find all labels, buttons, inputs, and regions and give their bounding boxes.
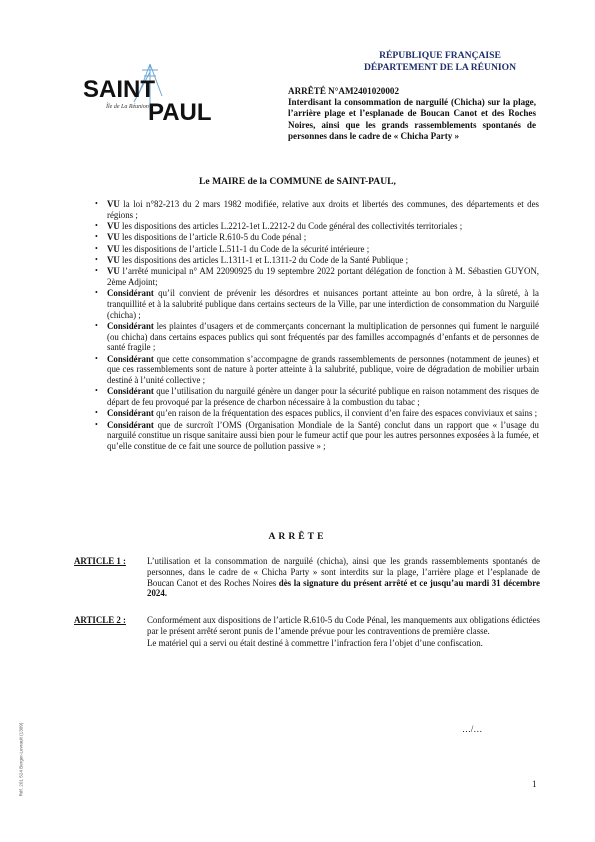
consideration-text: que cette consommation s’accompagne de grands rassemblements de personnes (notamment de jeunes) et que ces rassemblements sont de nature à porter atteinte à la salubrité, publique, voire de dégradation de mobilier urbain destiné à l’unité collective ; xyxy=(107,353,539,385)
saint-paul-logo xyxy=(82,62,237,132)
consideration-text: les dispositions des articles L.2212-1et L.2212-2 du Code général des collectivités territoriales ; xyxy=(119,221,463,231)
republic-header xyxy=(345,50,535,74)
logo-word-2: PAUL xyxy=(148,99,212,126)
consideration-lead: Considérant xyxy=(107,408,154,419)
arrete-number: ARRÊTÉ N°AM2401020002 xyxy=(288,86,399,96)
consideration-item xyxy=(95,386,539,407)
consideration-item xyxy=(95,408,539,419)
consideration-text: qu’il convient de prévenir les désordres et nuisances portant atteinte au bon ordre, à la sûreté, à la tranquillité et à la salubrité publique dans certains secteurs de la Ville, par une interdiction de consommation du Narguilé (chicha) ; xyxy=(107,288,539,320)
consideration-lead: Considérant xyxy=(107,353,154,364)
arrete-header xyxy=(288,86,536,142)
consideration-item xyxy=(95,232,539,243)
consideration-text: les plaintes d’usagers et de commerçants concernant la multiplication de personnes qui fument le narguilé (ou chicha) dans certains espaces publics qui sont fréquentés par des familles accompagnés d’enfants et de personnes de santé fragile ; xyxy=(107,320,539,353)
consideration-lead: VU xyxy=(107,221,120,231)
consideration-lead: VU xyxy=(107,243,120,254)
consideration-item xyxy=(95,199,539,220)
consideration-lead: Considérant xyxy=(107,386,154,397)
side-reference: Réf. 201 524 Berger-Levrault (1309) xyxy=(18,722,24,797)
consideration-lead: Considérant xyxy=(107,320,154,331)
consideration-item xyxy=(95,420,539,452)
consideration-text: l’arrêté municipal n° AM 22090925 du 19 septembre 2022 portant délégation de fonction à M. Sébastien GUYON, 2ème Adjoint; xyxy=(107,266,539,287)
article-label: ARTICLE 2 : xyxy=(74,615,126,625)
consideration-text: que l’utilisation du narguilé génère un danger pour la sécurité publique en raison notamment des risques de départ de feu provoqué par la présence de charbon nécessaire à la combustion du tabac ; xyxy=(107,386,539,407)
consideration-lead: VU xyxy=(107,232,120,243)
article-body xyxy=(147,556,540,599)
consideration-text: les dispositions des articles L.1311-1 et L.1311-2 du Code de la Santé Publique ; xyxy=(119,254,409,265)
maire-heading: Le MAIRE de la COMMUNE de SAINT-PAUL, xyxy=(199,176,396,187)
consideration-lead: VU xyxy=(107,199,120,209)
consideration-item xyxy=(95,244,539,255)
republic-line-1: RÉPUBLIQUE FRANÇAISE xyxy=(379,50,501,61)
arrete-title: Interdisant la consommation de narguilé (Chicha) sur la plage, l’arrière plage et l’esplanade de Boucan Canot et des Roches Noires, ainsi que les grands rassemblements spontanés de personnes dans le cadre de « Chicha Party » xyxy=(288,97,536,141)
consideration-lead: Considérant xyxy=(107,288,154,299)
consideration-item xyxy=(95,221,539,232)
consideration-lead: Considérant xyxy=(107,419,154,430)
consideration-item xyxy=(95,255,539,266)
consideration-text: que de surcroît l’OMS (Organisation Mondiale de la Santé) conclut dans un rapport que « l’usage du narguilé constitue un risque sanitaire aussi bien pour le fumeur actif que pour les autres personnes exposées à la fumée, et qu’elle constitue de ce fait une source de pollution passive » ; xyxy=(107,419,539,451)
consideration-text: les dispositions de l’article L.511-1 du Code de la sécurité intérieure ; xyxy=(119,243,370,254)
article-bold-text: dès la signature du présent arrêté et ce jusqu’au mardi 31 décembre 2024. xyxy=(147,577,540,599)
consideration-text: les dispositions de l’article R.610-5 du Code pénal ; xyxy=(119,232,307,243)
article-text: Conformément aux dispositions de l’article R.610-5 du Code Pénal, les manquements aux obligations édictées par le présent arrêté seront punis de l’amende prévue pour les contraventions de première classe. xyxy=(147,615,540,636)
logo-tagline: Île de La Réunion xyxy=(106,104,149,110)
consideration-item xyxy=(95,266,539,287)
page-number: 1 xyxy=(532,779,537,789)
continuation-mark: …/… xyxy=(462,724,483,734)
arrete-section-heading: ARRÊTE xyxy=(268,531,327,542)
consideration-lead: VU xyxy=(107,254,120,265)
consideration-item xyxy=(95,354,539,386)
logo-word-1: SAINT xyxy=(83,76,155,103)
article-body xyxy=(147,615,540,648)
article-1 xyxy=(74,556,540,599)
consideration-text: qu’en raison de la fréquentation des espaces publics, il convient d’en faire des espaces conviviaux et sains ; xyxy=(153,408,538,419)
consideration-item xyxy=(95,321,539,353)
article-text: L’utilisation et la consommation de narguilé (chicha), ainsi que les grands rassemblements spontanés de personnes, dans le cadre de « Chicha Party » sont interdits sur la plage, l’arrière plage et l’esplanade de Boucan Canot et des Roches Noires xyxy=(147,556,540,588)
republic-line-2: DÉPARTEMENT DE LA RÉUNION xyxy=(363,62,517,73)
consideration-lead: VU xyxy=(107,266,120,277)
article-2 xyxy=(74,615,540,648)
considerations-list xyxy=(95,199,539,452)
article-label: ARTICLE 1 : xyxy=(74,556,126,566)
consideration-item xyxy=(95,288,539,320)
consideration-text: la loi n°82-213 du 2 mars 1982 modifiée, relative aux droits et libertés des communes, des départements et des régions ; xyxy=(107,199,539,220)
article-text-2: Le matériel qui a servi ou était destiné à commettre l’infraction fera l’objet d’une confiscation. xyxy=(147,637,483,648)
